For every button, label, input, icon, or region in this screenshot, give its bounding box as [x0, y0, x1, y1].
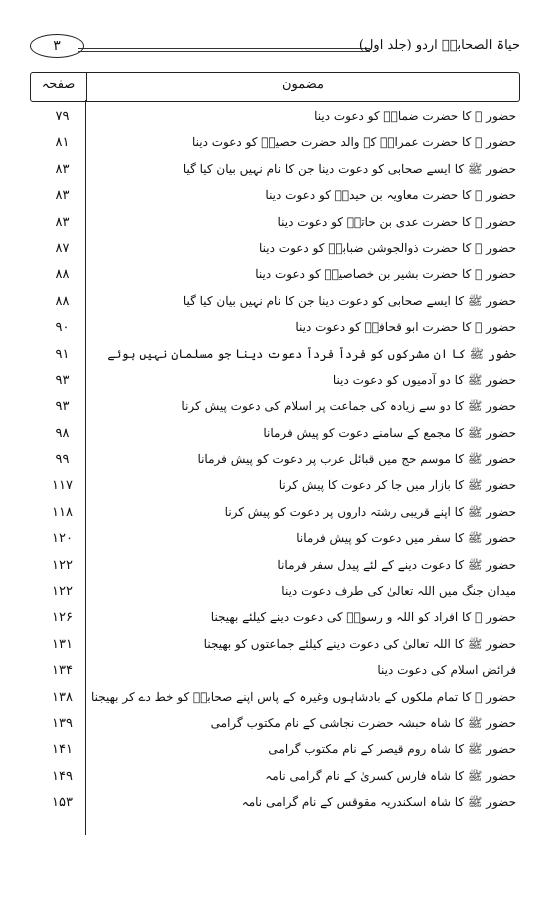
entry-title: حضور ﷺ کا بازار میں جا کر دعوت کا پیش کرنا — [278, 478, 516, 493]
entry-page-number: ۱۳۱ — [52, 636, 73, 652]
entry-page-number: ۱۲۰ — [52, 531, 73, 547]
entry-title: حضور ﷺ کا حضرت ابو قحافہؓ کو دعوت دینا — [295, 320, 516, 335]
entry-title: حضور ﷺ کا دعوت دینے کے لئے پیدل سفر فرمانا — [277, 557, 516, 572]
entry-page-number: ۸۳ — [55, 214, 70, 230]
entry-title: حضور ﷺ کا ایسے صحابی کو دعوت دینا جن کا نام نہیں بیان کیا گیا — [182, 161, 516, 176]
contents-entry — [30, 158, 518, 184]
contents-entry — [30, 712, 518, 738]
entry-title: حضور ﷺ کا دو آدمیوں کو دعوت دینا — [332, 372, 516, 387]
entry-title: حضور ﷺ کا سفر میں دعوت کو پیش فرمانا — [296, 531, 516, 546]
entry-title: حضور ﷺ کا مجمع کے سامنے دعوت کو پیش فرمانا — [263, 425, 516, 440]
contents-list — [30, 105, 518, 818]
entry-page-number: ۱۳۹ — [52, 715, 73, 731]
entry-page-number: ۱۵۳ — [52, 795, 73, 811]
entry-title: حضور ﷺ کا اپنے قریبی رشتہ داروں پر دعوت کو پیش کرنا — [224, 504, 516, 519]
entry-title: حضور ﷺ کا حضرت معاویہ بن حیدہؓ کو دعوت دینا — [265, 188, 516, 203]
entry-page-number: ۹۳ — [55, 372, 70, 388]
entry-page-number: ۱۲۲ — [52, 557, 73, 573]
entry-title: میدان جنگ میں اللہ تعالیٰ کی طرف دعوت دینا — [281, 584, 516, 599]
page-column-label: صفحہ — [41, 77, 76, 92]
entry-title: فرائض اسلام کی دعوت دینا — [377, 663, 516, 678]
contents-entry — [30, 448, 518, 474]
entry-page-number: ۹۳ — [55, 399, 70, 415]
contents-entry — [30, 659, 518, 685]
contents-entry — [30, 105, 518, 131]
entry-page-number: ۱۲۲ — [52, 584, 73, 600]
contents-entry — [30, 422, 518, 448]
entry-page-number: ۹۱ — [55, 346, 70, 362]
contents-entry — [30, 633, 518, 659]
entry-page-number: ۱۱۷ — [52, 478, 73, 494]
header-rule — [78, 48, 370, 52]
contents-entry — [30, 474, 518, 500]
entry-title: حضور ﷺ کا ایسے صحابی کو دعوت دینا جن کا نام نہیں بیان کیا گیا — [182, 293, 516, 308]
entry-page-number: ۸۳ — [55, 188, 70, 204]
entry-page-number: ۱۳۸ — [52, 689, 73, 705]
contents-entry — [30, 554, 518, 580]
entry-page-number: ۱۱۸ — [52, 504, 73, 520]
running-header — [20, 32, 520, 62]
contents-entry — [30, 343, 518, 369]
entry-page-number: ۹۹ — [55, 452, 70, 468]
contents-entry — [30, 369, 518, 395]
entry-page-number: ۱۴۱ — [52, 742, 73, 758]
entry-page-number: ۱۳۴ — [52, 663, 73, 679]
entry-title: حضور ﷺ کا شاہ فارس کسریٰ کے نام گرامی نامہ — [265, 768, 516, 783]
column-header — [30, 72, 520, 102]
entry-title: حضور ﷺ کا تمام ملکوں کے بادشاہوں وغیرہ کے پاس اپنے صحابہؓ کو خط دے کر بھیجنا — [91, 689, 516, 704]
book-title: حیاۃ الصحابہؓ اردو (جلد اول) — [358, 38, 520, 53]
contents-entry — [30, 738, 518, 764]
entry-title: حضور ﷺ کا حضرت بشیر بن خصاصیہؓ کو دعوت دینا — [255, 267, 516, 282]
entry-page-number: ۱۲۶ — [52, 610, 73, 626]
contents-entry — [30, 501, 518, 527]
contents-entry — [30, 686, 518, 712]
entry-title: حضور ﷺ کا شاہ اسکندریہ مقوقس کے نام گرامی نامہ — [241, 795, 516, 810]
contents-entry — [30, 580, 518, 606]
contents-entry — [30, 316, 518, 342]
contents-entry — [30, 290, 518, 316]
contents-entry — [30, 527, 518, 553]
entry-page-number: ۹۸ — [55, 425, 70, 441]
contents-entry — [30, 211, 518, 237]
contents-entry — [30, 263, 518, 289]
entry-page-number: ۸۷ — [55, 240, 70, 256]
contents-entry — [30, 606, 518, 632]
entry-title: حضور ﷺ کا شاہ روم قیصر کے نام مکتوب گرامی — [268, 742, 516, 757]
entry-page-number: ۸۱ — [55, 135, 70, 151]
entry-title: حضور ﷺ کا اللہ تعالیٰ کی دعوت دینے کیلئے جماعتوں کو بھیجنا — [203, 636, 516, 651]
entry-title: حضور ﷺ کا حضرت عدی بن حاتمؓ کو دعوت دینا — [277, 214, 516, 229]
entry-title: حضور ﷺ کا شاہ حبشہ حضرت نجاشی کے نام مکتوب گرامی — [210, 715, 516, 730]
entry-page-number: ۱۴۹ — [52, 768, 73, 784]
entry-title: حضور ﷺ کا حضرت عمرانؓ کے والد حضرت حصینؓ کو دعوت دینا — [191, 135, 516, 150]
entry-title: حضور ﷺ کا حضرت ضمادؓ کو دعوت دینا — [314, 109, 516, 123]
entry-title: حضور ﷺ کا حضرت ذوالجوشن ضبابیؓ کو دعوت دینا — [259, 240, 516, 255]
contents-entry — [30, 131, 518, 157]
subject-column-label: مضمون — [281, 77, 324, 92]
entry-page-number: ۸۸ — [55, 267, 70, 283]
contents-entry — [30, 184, 518, 210]
contents-entry — [30, 765, 518, 791]
entry-page-number: ۷۹ — [55, 109, 70, 124]
contents-entry — [30, 395, 518, 421]
entry-page-number: ۸۳ — [55, 161, 70, 177]
entry-title: حضور ﷺ کا افراد کو اللہ و رسولؐ کی دعوت دینے کیلئے بھیجنا — [210, 610, 516, 625]
entry-title: حضور ﷺ کا ان مشرکوں کو فرداً فرداً دعوت دینا جو مسلمان نہیں ہوئے — [107, 346, 516, 361]
entry-page-number: ۹۰ — [55, 320, 70, 336]
entry-title: حضور ﷺ کا دو سے زیادہ کی جماعت پر اسلام کی دعوت پیش کرنا — [181, 399, 516, 414]
contents-entry — [30, 791, 518, 817]
page-number: ۳ — [30, 34, 84, 58]
contents-entry — [30, 237, 518, 263]
entry-title: حضور ﷺ کا موسم حج میں قبائل عرب پر دعوت کو پیش فرمانا — [197, 452, 516, 467]
entry-page-number: ۸۸ — [55, 293, 70, 309]
